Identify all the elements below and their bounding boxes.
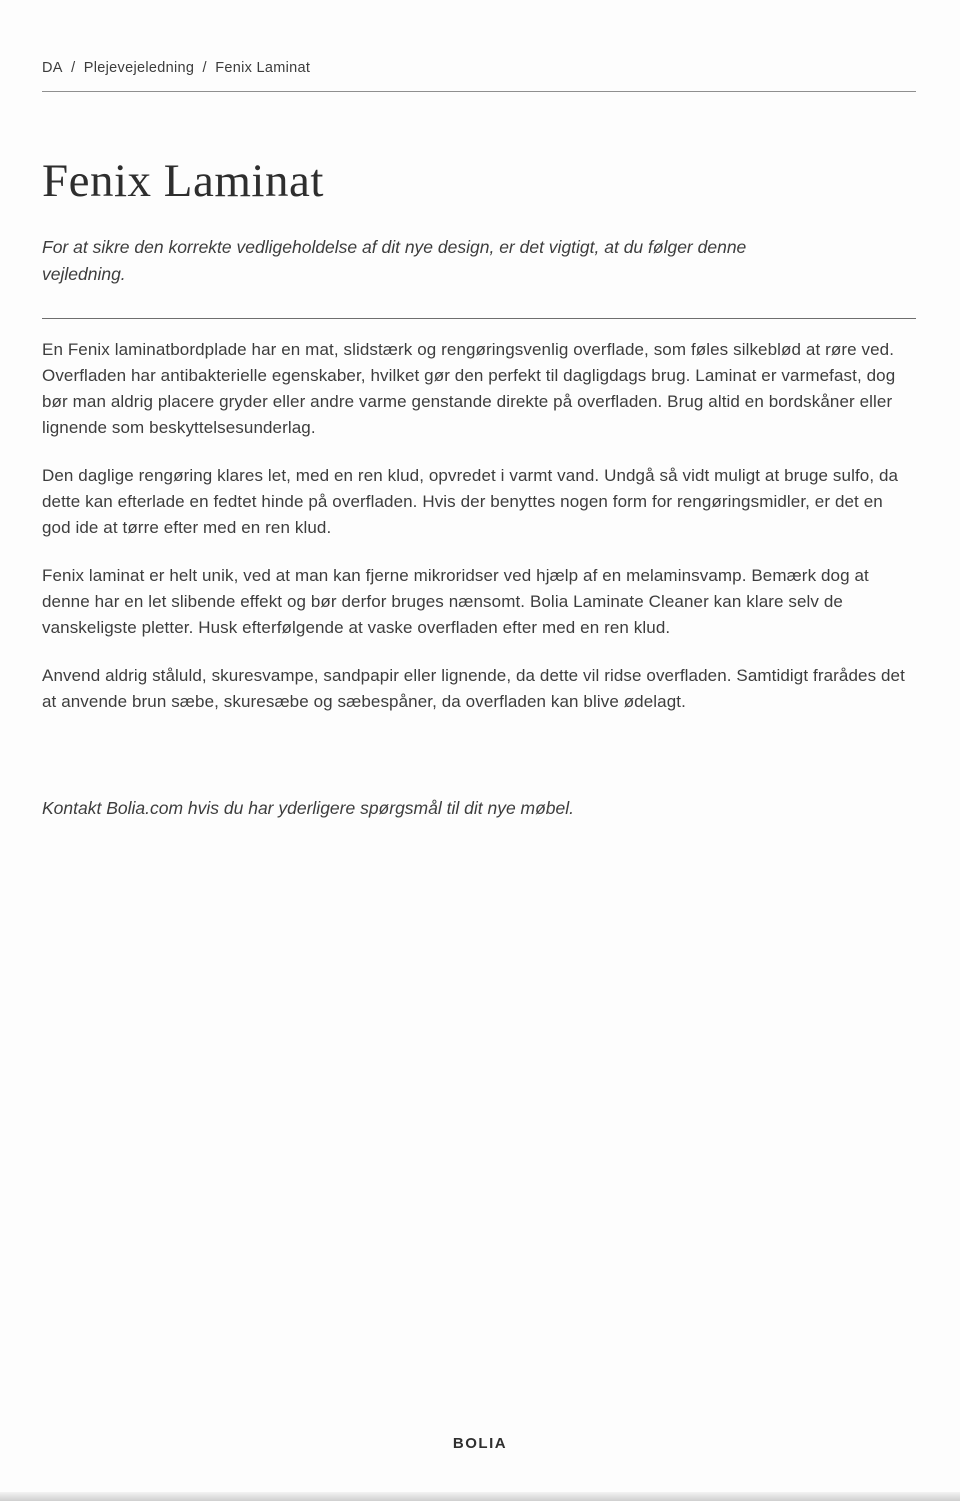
page-title: Fenix Laminat xyxy=(42,155,324,207)
breadcrumb-separator: / xyxy=(202,60,207,76)
breadcrumb-item-current: Fenix Laminat xyxy=(215,60,311,76)
body-paragraph-warnings: Anvend aldrig ståluld, skuresvampe, sandpapir eller lignende, da dette vil ridse overfladen. Samtidigt frarådes det at anvende brun sæbe, skuresæbe og sæbespåner, da overfladen kan blive ødelagt. xyxy=(42,665,905,711)
footer xyxy=(0,1435,960,1453)
body-paragraph-micro-scratches: Fenix laminat er helt unik, ved at man kan fjerne mikroridser ved hjælp af en melaminsvamp. Bemærk dog at denne har en let slibende effekt og bør derfor bruges nænsomt. Bolia Laminate Cleaner kan klare selv de vanskeligste pletter. Husk efterfølgende at vaske overfladen efter med en ren klud. xyxy=(42,565,869,637)
body-paragraph-surface: En Fenix laminatbordplade har en mat, slidstærk og rengøringsvenlig overflade, som føles silkeblød at røre ved. Overfladen har antibakterielle egenskaber, hvilket gør den perfekt til dagligdags brug. Laminat er varmefast, dog bør man aldrig placere gryder eller andre varme genstande direkte på overfladen. Brug altid en bordskåner eller lignende som beskyttelsesunderlag. xyxy=(42,339,896,437)
lead-paragraph: For at sikre den korrekte vedligeholdelse af dit nye design, er det vigtigt, at du følger denne vejledning. xyxy=(42,236,747,284)
section-divider xyxy=(42,318,916,319)
brand-logo: BOLIA xyxy=(452,1435,508,1452)
breadcrumb-separator: / xyxy=(71,60,76,76)
breadcrumb-item-language: DA xyxy=(42,60,63,76)
contact-note: Kontakt Bolia.com hvis du har yderligere spørgsmål til dit nye møbel. xyxy=(42,797,575,818)
page-bottom-edge xyxy=(0,1492,960,1501)
body-text xyxy=(42,337,916,715)
body-paragraph-daily-cleaning: Den daglige rengøring klares let, med en ren klud, opvredet i varmt vand. Undgå så vidt muligt at bruge sulfo, da dette kan efterlade en fedtet hinde på overfladen. Hvis der benyttes nogen form for rengøringsmidler, er det en god ide at tørre efter med en ren klud. xyxy=(42,465,899,537)
breadcrumb-item-section: Plejevejeledning xyxy=(83,60,195,76)
breadcrumb xyxy=(42,60,916,92)
